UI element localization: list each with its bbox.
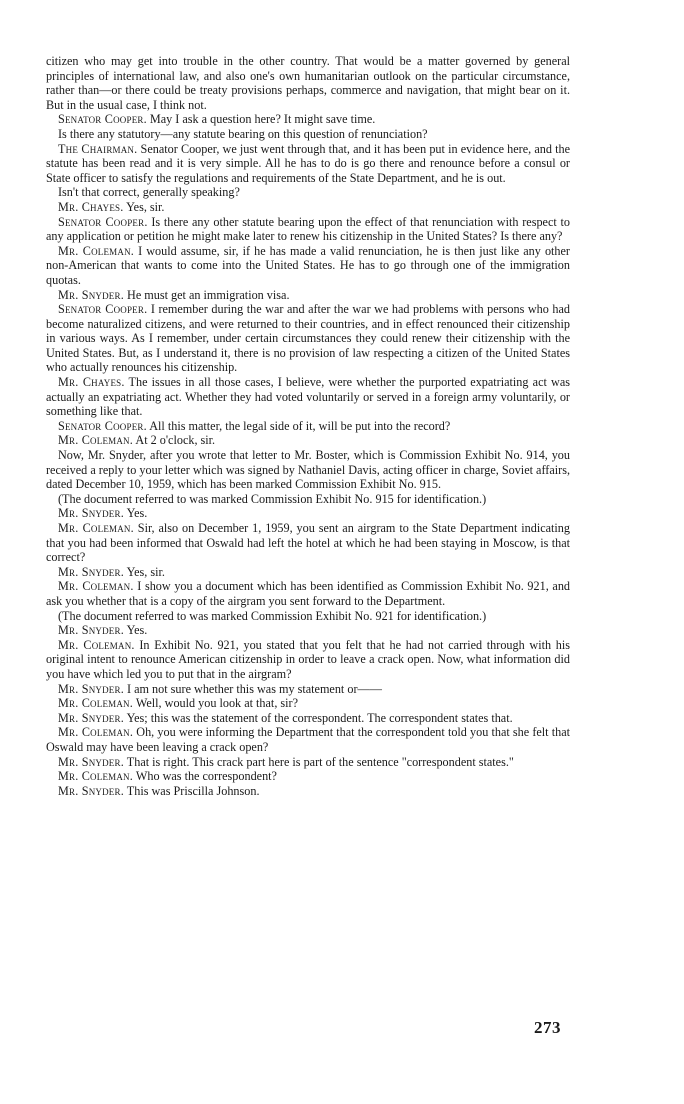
testimony-paragraph [46, 433, 570, 448]
speaker-name: Mr. Snyder. [58, 506, 124, 521]
testimony-paragraph [46, 725, 570, 754]
speech-text: May I ask a question here? It might save time. [146, 112, 376, 127]
speech-text: That is right. This crack part here is part of the sentence "correspondent states." [123, 754, 514, 769]
testimony-paragraph [46, 288, 570, 303]
testimony-paragraph [46, 112, 570, 127]
speech-text: Is there any other statute bearing upon the effect of that renunciation with respect to any application or petition he might make later to renew his citizenship in the United States? Is there any? [46, 214, 570, 244]
speech-text: I am not sure whether this was my statement or—— [123, 681, 382, 696]
transcript-body [46, 54, 570, 798]
testimony-paragraph [46, 492, 570, 507]
speaker-name: Mr. Coleman. [58, 433, 134, 448]
speech-text: Yes. [123, 506, 148, 521]
testimony-paragraph [46, 521, 570, 565]
speaker-name: Mr. Coleman. [58, 579, 134, 594]
speaker-name: Senator Cooper. [58, 302, 148, 317]
testimony-paragraph [46, 419, 570, 434]
speech-text: He must get an immigration visa. [123, 287, 290, 302]
speaker-name: Mr. Snyder. [58, 287, 124, 302]
speech-text: The issues in all those cases, I believe, were whether the purported expatriating act was actually an expatriating act. Whether they had voted voluntarily or served in a foreign army voluntarily, or something like that. [46, 375, 570, 419]
speaker-name: Senator Cooper. [58, 214, 148, 229]
testimony-paragraph [46, 579, 570, 608]
speech-text: Yes. [123, 623, 148, 638]
speech-text: Sir, also on December 1, 1959, you sent an airgram to the State Department indicating that you had been informed that Oswald had left the hotel at which he had been staying in Moscow, is that correct? [46, 521, 570, 565]
speaker-name: Mr. Snyder. [58, 710, 124, 725]
testimony-paragraph [46, 638, 570, 682]
speech-text: Who was the correspondent? [133, 769, 277, 784]
opening-paragraph: citizen who may get into trouble in the other country. That would be a matter governed by general principles of international law, and also one's own humanitarian outlook on the particular circumstance, rather than—or there could be treaty provisions perhaps, commerce and navigation, that might bear on it. But in the usual case, I think not. [46, 54, 570, 112]
testimony-paragraph [46, 506, 570, 521]
speech-text: This was Priscilla Johnson. [123, 783, 260, 798]
testimony-paragraph [46, 711, 570, 726]
testimony-paragraph [46, 696, 570, 711]
testimony-paragraph [46, 200, 570, 215]
speech-text: Isn't that correct, generally speaking? [58, 185, 240, 200]
testimony-paragraph [46, 127, 570, 142]
testimony-paragraph [46, 142, 570, 186]
speaker-name: Mr. Coleman. [58, 769, 134, 784]
speech-text: Is there any statutory—any statute bearing on this question of renunciation? [58, 126, 428, 141]
speech-text: In Exhibit No. 921, you stated that you felt that he had not carried through with his original intent to renounce American citizenship in order to leave a crack open. Now, what information did you have which led you to put that in the airgram? [46, 637, 570, 681]
speech-text: Yes, sir. [123, 564, 165, 579]
speech-text: Yes, sir. [123, 199, 165, 214]
speech-text: Oh, you were informing the Department that the correspondent told you that she felt that Oswald may have been leaving a crack open? [46, 725, 570, 754]
speech-text: Now, Mr. Snyder, after you wrote that letter to Mr. Boster, which is Commission Exhibit No. 914, you received a reply to your letter which was signed by Nathaniel Davis, acting officer in charge, Soviet affairs, dated December 10, 1959, which has been marked Commission Exhibit No. 915. [46, 448, 570, 492]
speaker-name: Mr. Chayes. [58, 375, 125, 390]
speaker-name: Mr. Snyder. [58, 681, 124, 696]
speaker-name: The Chairman. [58, 141, 138, 156]
testimony-paragraph [46, 784, 570, 799]
speaker-name: Mr. Coleman. [58, 725, 134, 740]
speaker-name: Mr. Snyder. [58, 754, 124, 769]
speech-text: Well, would you look at that, sir? [133, 696, 299, 711]
speaker-name: Mr. Coleman. [58, 243, 135, 258]
testimony-paragraph [46, 565, 570, 580]
speaker-name: Mr. Snyder. [58, 564, 124, 579]
testimony-paragraph [46, 244, 570, 288]
page-number: 273 [534, 1018, 561, 1037]
speech-text: Senator Cooper, we just went through that, and it has been put in evidence here, and the statute has been read and it is very simple. All he has to do is go there and renounce before a consul or State officer to satisfy the regulations and requirements of the State Department, and he is out. [46, 141, 571, 185]
testimony-paragraph [46, 375, 570, 419]
speech-text: Yes; this was the statement of the correspondent. The correspondent states that. [123, 710, 513, 725]
speaker-name: Mr. Snyder. [58, 623, 124, 638]
testimony-paragraph [46, 755, 570, 770]
speaker-name: Mr. Coleman. [58, 696, 134, 711]
speaker-name: Senator Cooper. [58, 418, 147, 433]
speaker-name: Senator Cooper. [58, 112, 147, 127]
testimony-paragraphs [46, 112, 570, 798]
speaker-name: Mr. Chayes. [58, 199, 124, 214]
speech-text: I would assume, sir, if he has made a valid renunciation, he is then just like any other non-American that wants to come into the United States. He has to go through one of the immigration quotas. [46, 243, 570, 287]
testimony-paragraph [46, 302, 570, 375]
testimony-paragraph [46, 215, 570, 244]
speaker-name: Mr. Coleman. [58, 637, 135, 652]
testimony-paragraph [46, 609, 570, 624]
speech-text: (The document referred to was marked Commission Exhibit No. 915 for identification.) [58, 491, 487, 506]
speech-text: I show you a document which has been identified as Commission Exhibit No. 921, and ask you whether that is a copy of the airgram you sent forward to the Department. [46, 579, 571, 608]
testimony-paragraph [46, 682, 570, 697]
speech-text: (The document referred to was marked Commission Exhibit No. 921 for identification.) [58, 608, 487, 623]
testimony-paragraph [46, 185, 570, 200]
speech-text: I remember during the war and after the war we had problems with persons who had become naturalized citizens, and were returned to their countries, and in effect renounced their citizenship in various ways. As I remember, under certain circumstances they could renew their citizenship with the United States. But, as I understand it, there is no provision of law respecting a citizen of the United States who actually renounces his citizenship. [46, 302, 570, 375]
speech-text: All this matter, the legal side of it, will be put into the record? [146, 418, 451, 433]
speech-text: At 2 o'clock, sir. [133, 433, 216, 448]
testimony-paragraph [46, 769, 570, 784]
testimony-paragraph [46, 623, 570, 638]
speaker-name: Mr. Snyder. [58, 783, 124, 798]
testimony-paragraph [46, 448, 570, 492]
speaker-name: Mr. Coleman. [58, 521, 134, 535]
